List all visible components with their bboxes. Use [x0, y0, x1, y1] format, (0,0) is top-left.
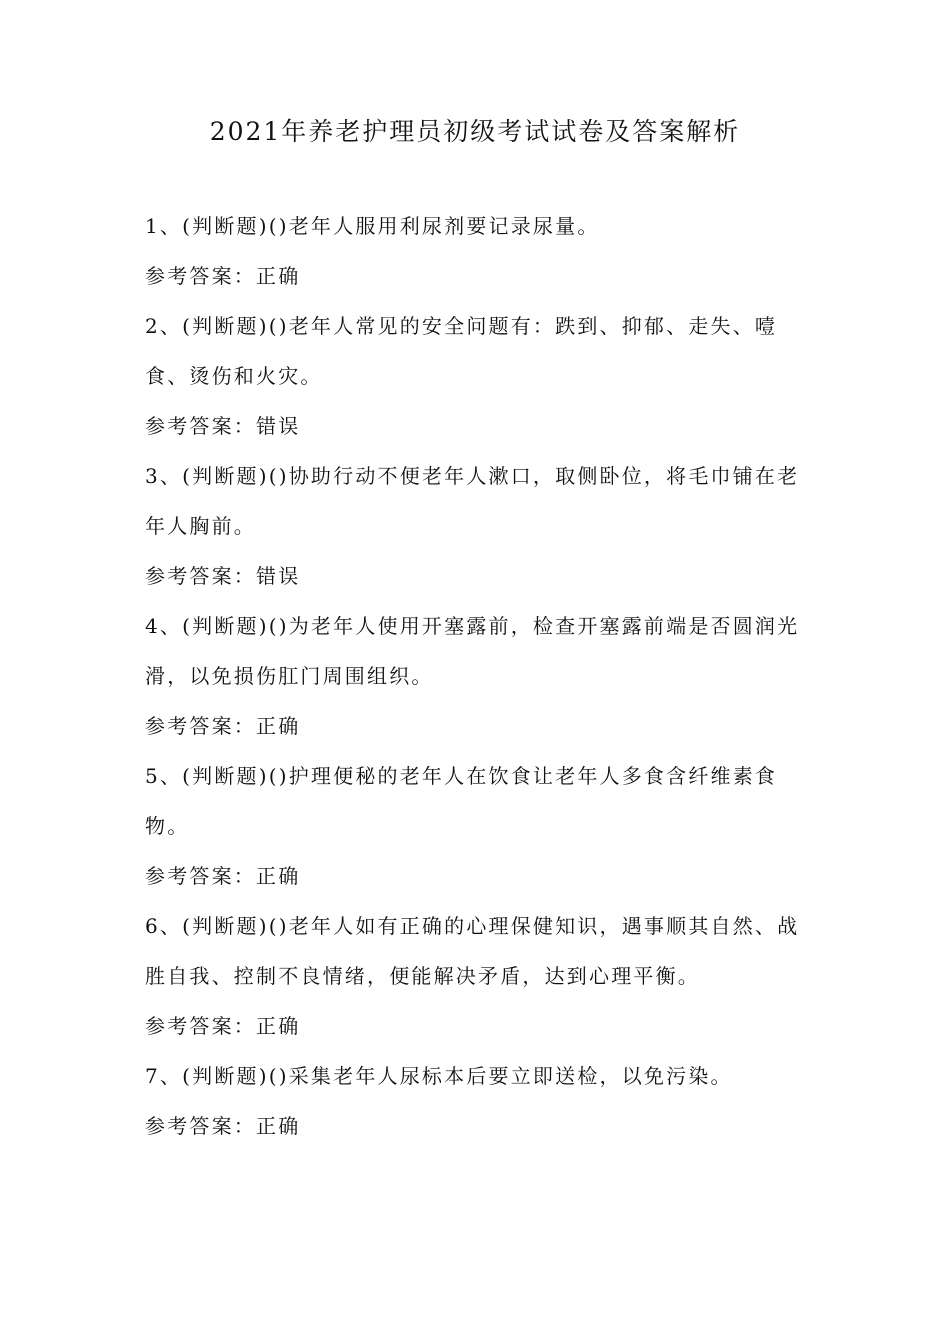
answer-text-3: 参考答案：错误: [145, 564, 301, 588]
question-text-3: 3、(判断题)()协助行动不便老年人漱口，取侧卧位，将毛巾铺在老年人胸前。: [145, 464, 800, 538]
question-text-4: 4、(判断题)()为老年人使用开塞露前，检查开塞露前端是否圆润光滑，以免损伤肛门周围组织。: [145, 614, 800, 688]
answer-text-2: 参考答案：错误: [145, 414, 301, 438]
answer-text-4: 参考答案：正确: [145, 714, 301, 738]
answer-text-6: 参考答案：正确: [145, 1014, 301, 1038]
question-list: [145, 201, 810, 1151]
question-text-7: 7、(判断题)()采集老年人尿标本后要立即送检，以免污染。: [145, 1064, 733, 1088]
answer-text-7: 参考答案：正确: [145, 1114, 301, 1138]
question-text-1: 1、(判断题)()老年人服用利尿剂要记录尿量。: [145, 214, 600, 238]
question-text-5: 5、(判断题)()护理便秘的老年人在饮食让老年人多食含纤维素食物。: [145, 764, 778, 838]
document-title: 2021年养老护理员初级考试试卷及答案解析: [209, 117, 741, 146]
question-text-2: 2、(判断题)()老年人常见的安全问题有：跌到、抑郁、走失、噎食、烫伤和火灾。: [145, 314, 778, 388]
question-text-6: 6、(判断题)()老年人如有正确的心理保健知识，遇事顺其自然、战胜自我、控制不良情绪，便能解决矛盾，达到心理平衡。: [145, 914, 800, 988]
answer-text-5: 参考答案：正确: [145, 864, 301, 888]
answer-text-1: 参考答案：正确: [145, 264, 301, 288]
